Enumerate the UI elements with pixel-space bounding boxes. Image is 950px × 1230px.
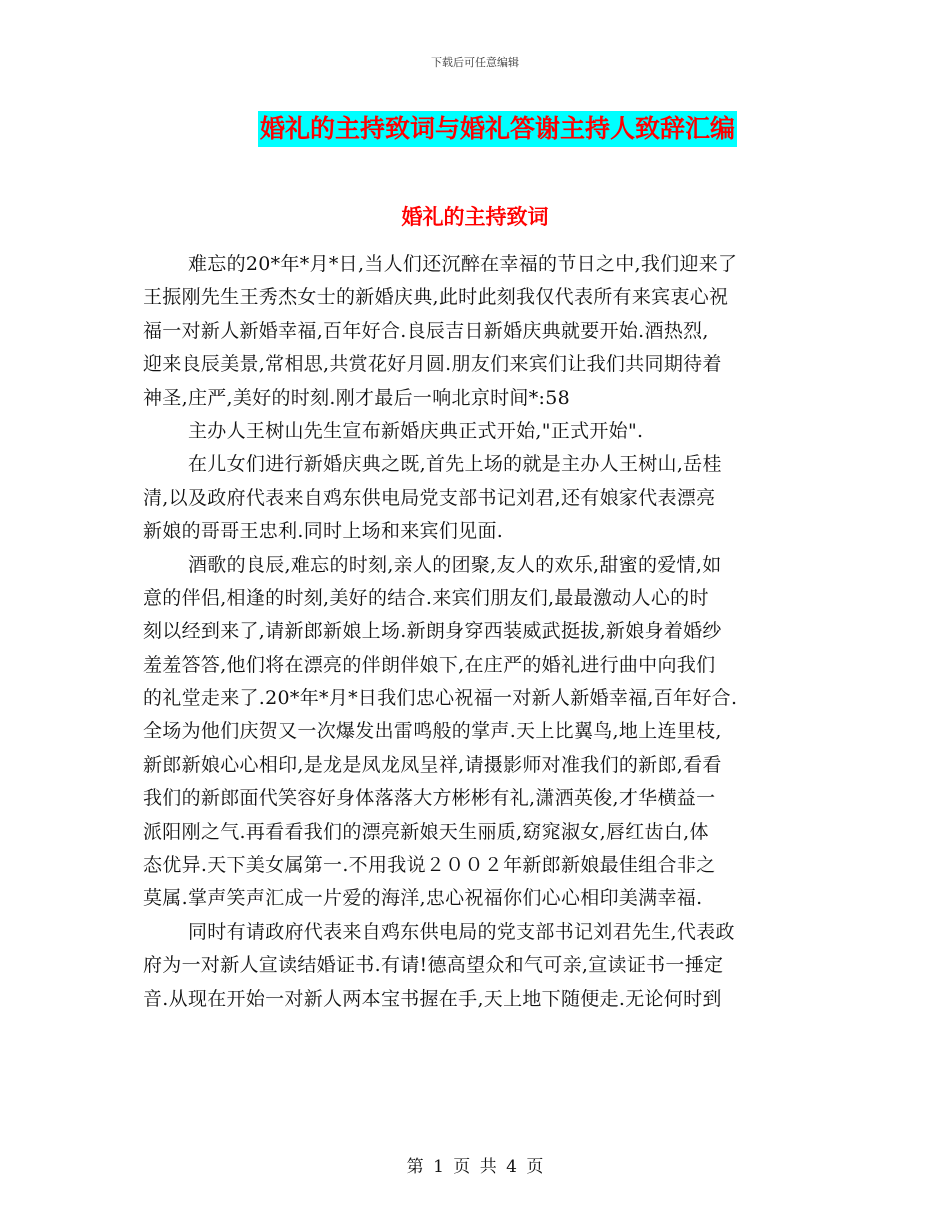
text-line: 福一对新人新婚幸福,百年好合.良辰吉日新婚庆典就要开始.酒热烈, xyxy=(143,319,709,342)
page-footer: 第 1 页 共 4 页 xyxy=(406,1157,544,1177)
text-line: 派阳刚之气.再看看我们的漂亮新娘天生丽质,窈窕淑女,唇红齿白,体 xyxy=(143,820,709,843)
text-line: 在儿女们进行新婚庆典之既,首先上场的就是主办人王树山,岳桂 xyxy=(188,453,722,476)
text-line: 新郎新娘心心相印,是龙是凤龙凤呈祥,请摄影师对准我们的新郎,看看 xyxy=(143,753,722,776)
text-line: 我们的新郎面代笑容好身体落落大方彬彬有礼,潇洒英俊,才华横益一 xyxy=(143,787,716,810)
text-line: 主办人王树山先生宣布新婚庆典正式开始,"正式开始". xyxy=(188,419,644,442)
text-line: 迎来良辰美景,常相思,共赏花好月圆.朋友们来宾们让我们共同期待着 xyxy=(143,353,722,376)
text-line: 意的伴侣,相逢的时刻,美好的结合.来宾们朋友们,最最激动人心的时 xyxy=(143,586,709,609)
text-line: 态优异.天下美女属第一.不用我说２００２年新郎新娘最佳组合非之 xyxy=(143,854,716,877)
section-title: 婚礼的主持致词 xyxy=(401,205,549,229)
text-line: 同时有请政府代表来自鸡东供电局的党支部书记刘君先生,代表政 xyxy=(188,920,735,943)
text-line: 莫属.掌声笑声汇成一片爱的海洋,忠心祝福你们心心相印美满幸福. xyxy=(143,887,703,910)
text-line: 难忘的20*年*月*日,当人们还沉醉在幸福的节日之中,我们迎来了 xyxy=(188,253,738,275)
text-line: 神圣,庄严,美好的时刻.刚才最后一响北京时间*:58 xyxy=(143,386,570,409)
document-title: 婚礼的主持致词与婚礼答谢主持人致辞汇编 xyxy=(258,111,737,147)
body-text xyxy=(143,248,809,1016)
text-line: 新娘的哥哥王忠利.同时上场和来宾们见面. xyxy=(143,520,504,543)
text-line: 刻以经到来了,请新郎新娘上场.新朗身穿西装威武挺拔,新娘身着婚纱 xyxy=(143,620,722,643)
text-line: 的礼堂走来了.20*年*月*日我们忠心祝福一对新人新婚幸福,百年好合. xyxy=(143,687,738,710)
text-line: 羞羞答答,他们将在漂亮的伴朗伴娘下,在庄严的婚礼进行曲中向我们 xyxy=(143,653,716,676)
text-line: 王振刚先生王秀杰女士的新婚庆典,此时此刻我仅代表所有来宾衷心祝 xyxy=(143,286,729,309)
document-title-container xyxy=(0,111,950,147)
header-note: 下载后可任意编辑 xyxy=(431,56,519,69)
text-line: 清,以及政府代表来自鸡东供电局党支部书记刘君,还有娘家代表漂亮 xyxy=(143,486,716,509)
text-line: 府为一对新人宣读结婚证书.有请!德高望众和气可亲,宣读证书一捶定 xyxy=(143,954,724,977)
text-line: 音.从现在开始一对新人两本宝书握在手,天上地下随便走.无论何时到 xyxy=(143,987,722,1010)
text-line: 酒歌的良辰,难忘的时刻,亲人的团聚,友人的欢乐,甜蜜的爱情,如 xyxy=(188,553,722,576)
text-line: 全场为他们庆贺又一次爆发出雷鸣般的掌声.天上比翼鸟,地上连里枝, xyxy=(143,720,722,743)
